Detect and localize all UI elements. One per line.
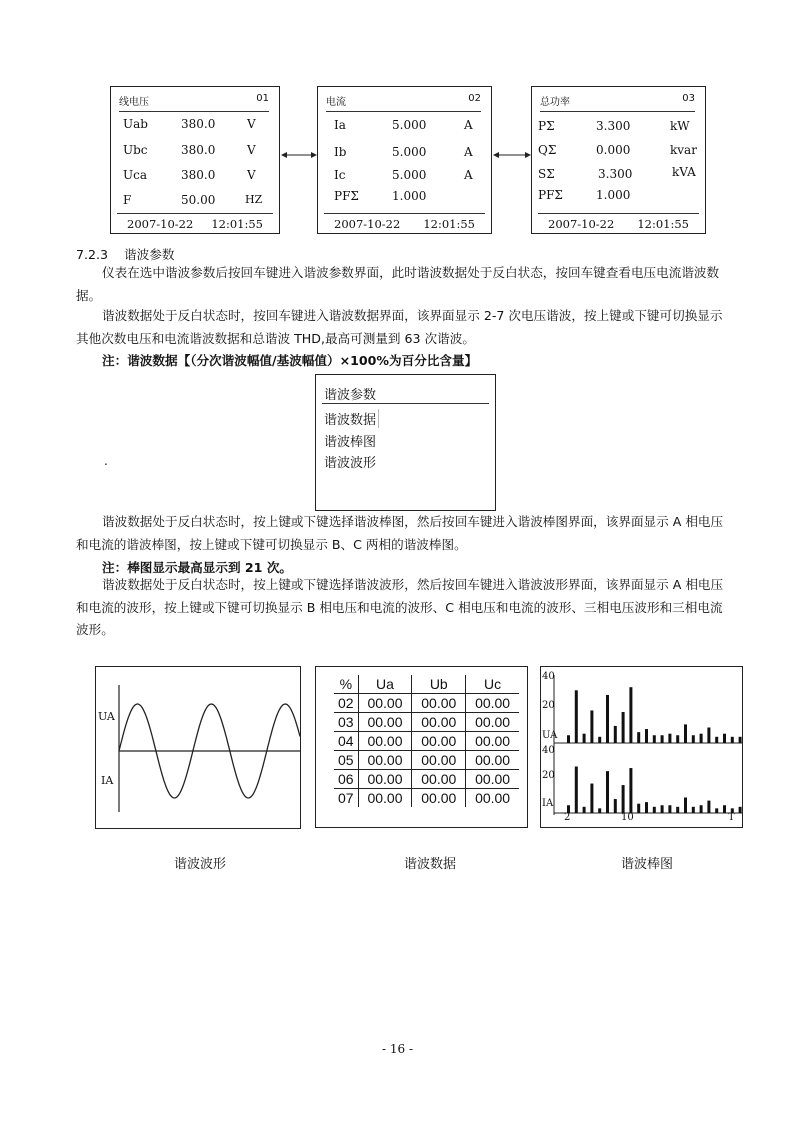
harmonic-bar — [700, 734, 703, 743]
row-value: 3.300 — [596, 119, 631, 133]
harmonic-bar — [598, 737, 601, 743]
harmonic-bar — [590, 710, 593, 743]
note: 注：谐波数据【（分次谐波幅值/基波幅值）×100%为百分比含量】 — [102, 353, 478, 368]
harmonic-bar — [723, 805, 726, 813]
row-unit: V — [247, 117, 256, 131]
harmonic-menu-screen — [315, 374, 496, 511]
screen-time: 12:01:55 — [423, 216, 475, 231]
screen-number: 01 — [256, 93, 269, 104]
harmonic-bar — [583, 807, 586, 813]
stray-dot: . — [104, 454, 108, 468]
harmonic-bar — [684, 798, 687, 814]
row-label: Uca — [123, 168, 147, 182]
harmonic-bar — [622, 785, 625, 813]
harmonic-bar — [622, 712, 625, 743]
screen-time: 12:01:55 — [637, 216, 689, 231]
row-label: PΣ — [538, 119, 555, 133]
screen-number: 02 — [468, 93, 481, 104]
table-cell: 00.00 — [466, 751, 519, 770]
harmonic-bar — [583, 734, 586, 743]
harmonic-bar — [707, 801, 710, 813]
harmonic-bar — [668, 734, 671, 743]
row-value: 5.000 — [392, 118, 427, 132]
screen-date: 2007-10-22 — [127, 216, 194, 231]
harmonic-bar — [645, 802, 648, 813]
paragraph — [76, 511, 734, 556]
top-tick-40: 40 — [542, 671, 555, 682]
note: 注：棒图显示最高显示到 21 次。 — [102, 560, 293, 575]
row-label: Ib — [334, 145, 347, 159]
ua-bar-label: UA — [542, 730, 558, 741]
row-label: Ia — [334, 118, 346, 132]
table-cell: 03 — [334, 713, 358, 732]
table-cell: 00.00 — [358, 751, 412, 770]
ia-label: IA — [101, 774, 114, 787]
table-cell: 06 — [334, 770, 358, 789]
menu-item-harmonic-wave[interactable]: 谐波波形 — [324, 456, 377, 471]
table-row — [334, 713, 519, 732]
screen-time: 12:01:55 — [211, 216, 263, 231]
ia-bar-label: IA — [542, 798, 554, 809]
screen-footer — [324, 213, 485, 233]
harmonic-bar — [590, 784, 593, 813]
harmonic-bar — [661, 805, 664, 813]
paragraph-text: 谐波数据处于反白状态时，按上键或下键选择谐波棒图，然后按回车键进入谐波棒图界面，该界面显示 A 相电压和电流的谐波棒图，按上键或下键可切换显示 B、C 两相的谐波棒图。 — [76, 514, 724, 552]
table-cell: 00.00 — [466, 789, 519, 808]
row-value: 5.000 — [392, 168, 427, 182]
paragraph-text: 谐波数据处于反白状态时，按上键或下键选择谐波波形，然后按回车键进入谐波波形界面，该界面显示 A 相电压和电流的波形，按上键或下键可切换显示 B 相电压和电流的波形、C 相电压和电流的波形、三相电压波形和三相电流波形。 — [76, 577, 724, 637]
harmonic-data-screen — [315, 666, 528, 828]
table-cell: 00.00 — [412, 751, 466, 770]
row-label: Ubc — [123, 143, 148, 157]
row-unit: kvar — [670, 143, 697, 157]
harmonic-bar — [700, 805, 703, 813]
menu-item-harmonic-bar[interactable]: 谐波棒图 — [324, 435, 377, 450]
harmonic-bar — [676, 807, 679, 813]
table-cell: 00.00 — [358, 789, 412, 808]
menu-divider — [322, 403, 489, 404]
harmonic-bar — [739, 807, 742, 813]
row-unit: V — [247, 168, 256, 182]
table-header: Ua — [358, 675, 412, 694]
row-unit: A — [464, 118, 473, 132]
row-label: F — [123, 193, 132, 207]
waveform-screen — [95, 666, 301, 829]
harmonic-bar — [629, 768, 632, 813]
table-row — [334, 789, 519, 808]
table-row — [334, 770, 519, 789]
table-cell: 00.00 — [412, 713, 466, 732]
table-cell: 04 — [334, 732, 358, 751]
screen-current — [317, 86, 492, 234]
harmonic-bar — [723, 734, 726, 743]
waveform-caption: 谐波波形 — [174, 857, 227, 872]
row-value: 50.00 — [181, 193, 216, 207]
section-title: 谐波参数 — [124, 247, 175, 262]
paragraph — [76, 574, 734, 642]
x-tick-t: T — [728, 812, 735, 823]
screen-date: 2007-10-22 — [548, 216, 615, 231]
harmonic-bar — [614, 799, 617, 813]
harmonic-bar — [739, 737, 742, 743]
table-cell: 00.00 — [412, 694, 466, 713]
harmonic-bar — [637, 804, 640, 813]
table-header: % — [334, 675, 358, 694]
harmonic-bar — [684, 724, 687, 743]
waveform-plot — [96, 667, 300, 828]
double-arrow-icon — [281, 150, 317, 160]
row-value: 380.0 — [181, 143, 216, 157]
screen-header — [326, 93, 481, 112]
x-tick-2: 2 — [564, 812, 571, 823]
screen-title: 电流 — [326, 97, 346, 108]
table-cell: 05 — [334, 751, 358, 770]
harmonic-bar — [707, 728, 710, 744]
harmonic-bar — [637, 732, 640, 743]
screen-footer — [538, 213, 699, 233]
row-label: Ic — [334, 168, 346, 182]
harmonic-bar — [692, 735, 695, 743]
harmonic-bar-screen — [540, 666, 743, 828]
row-unit: HZ — [245, 193, 263, 206]
row-value: 0.000 — [596, 143, 631, 157]
harmonic-bar — [606, 771, 609, 813]
harmonic-bar — [668, 805, 671, 813]
table-row — [334, 751, 519, 770]
harmonic-bar — [692, 807, 695, 813]
harmonic-bar — [567, 735, 570, 743]
row-value: 5.000 — [392, 145, 427, 159]
harmonic-bar-caption: 谐波棒图 — [621, 857, 674, 872]
row-label: PFΣ — [538, 188, 563, 202]
table-row — [334, 732, 519, 751]
ua-label: UA — [98, 710, 115, 723]
harmonic-bar — [606, 695, 609, 743]
screen-date: 2007-10-22 — [334, 216, 401, 231]
harmonic-bar — [731, 737, 734, 743]
paragraph — [76, 262, 734, 307]
section-number: 7.2.3 — [76, 247, 109, 262]
screen-footer — [117, 213, 273, 233]
row-unit: kW — [670, 119, 690, 133]
harmonic-bar — [629, 687, 632, 743]
row-value: 1.000 — [392, 189, 427, 203]
row-unit: A — [464, 168, 473, 182]
screen-total-power — [531, 86, 706, 234]
menu-item-harmonic-data[interactable]: 谐波数据 — [324, 409, 379, 428]
table-cell: 00.00 — [412, 770, 466, 789]
table-cell: 00.00 — [358, 713, 412, 732]
row-value: 3.300 — [598, 167, 633, 181]
row-label: SΣ — [538, 167, 555, 181]
screen-title: 总功率 — [540, 97, 570, 108]
row-value: 380.0 — [181, 168, 216, 182]
harmonic-bar — [715, 808, 718, 813]
table-cell: 07 — [334, 789, 358, 808]
harmonic-bar — [676, 735, 679, 743]
bottom-tick-20: 20 — [542, 770, 555, 781]
bar-chart — [541, 667, 742, 827]
menu-title: 谐波参数 — [324, 388, 377, 403]
section-heading — [76, 244, 174, 263]
harmonic-bar — [598, 808, 601, 813]
screen-line-voltage — [110, 86, 280, 234]
table-cell: 00.00 — [358, 732, 412, 751]
table-cell: 00.00 — [412, 789, 466, 808]
paragraph — [76, 305, 734, 350]
harmonic-data-caption: 谐波数据 — [404, 857, 457, 872]
paragraph-text: 谐波数据处于反白状态时，按回车键进入谐波数据界面，该界面显示 2-7 次电压谐波，按上键或下键可切换显示其他次数电压和电流谐波数据和总谐波 THD,最高可测量到 63 次谐波。 — [76, 308, 723, 346]
row-unit: kVA — [672, 165, 696, 179]
row-unit: A — [464, 145, 473, 159]
row-label: QΣ — [538, 143, 557, 157]
paragraph-text: 仪表在选中谐波参数后按回车键进入谐波参数界面，此时谐波数据处于反白状态，按回车键查看电压电流谐波数据。 — [76, 265, 720, 303]
table-cell: 00.00 — [466, 770, 519, 789]
table-header: Uc — [466, 675, 519, 694]
harmonic-bar — [645, 729, 648, 743]
top-tick-20: 20 — [542, 700, 555, 711]
screen-number: 03 — [682, 93, 695, 104]
harmonic-bar — [661, 735, 664, 743]
harmonic-bar — [575, 690, 578, 743]
table-cell: 00.00 — [466, 732, 519, 751]
harmonic-table — [334, 675, 519, 807]
table-row — [334, 694, 519, 713]
table-cell: 00.00 — [412, 732, 466, 751]
screen-header — [540, 93, 695, 112]
table-cell: 02 — [334, 694, 358, 713]
harmonic-bar — [614, 726, 617, 743]
table-cell: 00.00 — [358, 694, 412, 713]
screen-title: 线电压 — [119, 97, 149, 108]
row-label: Uab — [123, 117, 148, 131]
screen-header — [119, 93, 269, 112]
bottom-tick-40: 40 — [542, 745, 555, 756]
harmonic-bar — [653, 735, 656, 743]
row-value: 380.0 — [181, 117, 216, 131]
table-header: Ub — [412, 675, 466, 694]
harmonic-bar — [715, 737, 718, 743]
table-cell: 00.00 — [358, 770, 412, 789]
x-tick-10: 10 — [621, 812, 634, 823]
row-label: PFΣ — [334, 189, 359, 203]
harmonic-bar — [575, 767, 578, 814]
table-cell: 00.00 — [466, 694, 519, 713]
row-value: 1.000 — [596, 188, 631, 202]
harmonic-bar — [653, 807, 656, 813]
double-arrow-icon — [493, 150, 531, 160]
table-cell: 00.00 — [466, 713, 519, 732]
page-number: - 16 - — [382, 1042, 414, 1056]
row-unit: V — [247, 143, 256, 157]
